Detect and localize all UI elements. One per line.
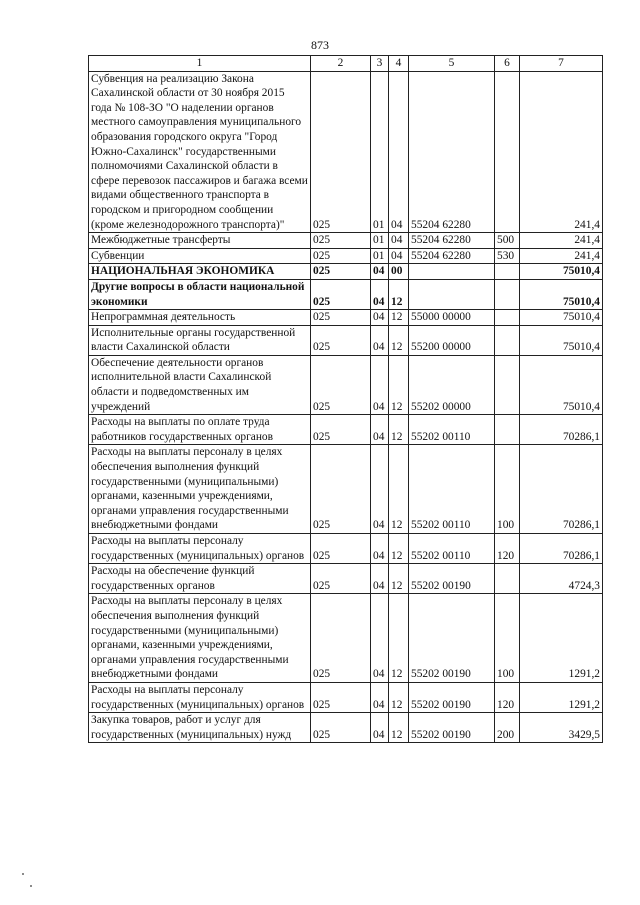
page-number: 873	[311, 38, 329, 52]
cell-section: 01	[371, 71, 389, 233]
column-header: 4	[389, 56, 409, 72]
cell-ministry-code: 025	[311, 310, 371, 326]
cell-description: Субвенции	[89, 248, 311, 264]
cell-amount: 75010,4	[520, 310, 603, 326]
column-header: 6	[495, 56, 520, 72]
cell-target-article: 55202 00190	[409, 682, 495, 712]
cell-subsection: 12	[389, 534, 409, 564]
cell-expense-type	[495, 415, 520, 445]
cell-target-article	[409, 279, 495, 309]
cell-section: 04	[371, 310, 389, 326]
cell-ministry-code: 025	[311, 355, 371, 414]
cell-subsection: 04	[389, 71, 409, 233]
cell-subsection: 04	[389, 233, 409, 249]
cell-section: 04	[371, 682, 389, 712]
cell-description: Расходы на выплаты персоналу в целях обеспечения выполнения функций государственными (муниципальными) органами, казенными учреждениями, органами управления государственными внебюджетными фондами	[89, 594, 311, 683]
cell-section: 04	[371, 713, 389, 743]
table-row	[89, 248, 603, 264]
table-row	[89, 279, 603, 309]
cell-subsection: 12	[389, 594, 409, 683]
cell-expense-type: 200	[495, 713, 520, 743]
cell-target-article: 55202 00190	[409, 564, 495, 594]
cell-description: Расходы на выплаты персоналу государственных (муниципальных) органов	[89, 682, 311, 712]
cell-target-article: 55202 00190	[409, 713, 495, 743]
cell-subsection: 12	[389, 713, 409, 743]
cell-description: Непрограммная деятельность	[89, 310, 311, 326]
cell-ministry-code: 025	[311, 325, 371, 355]
cell-amount: 70286,1	[520, 445, 603, 534]
cell-expense-type: 100	[495, 594, 520, 683]
header-row	[89, 56, 603, 72]
cell-amount: 241,4	[520, 71, 603, 233]
table-row	[89, 355, 603, 414]
cell-description: Субвенция на реализацию Закона Сахалинской области от 30 ноября 2015 года № 108-ЗО "О наделении органов местного самоуправления муниципального образования городского округа "Город Южно-Сахалинск" государственными полномочиями Сахалинской области в сфере перевозок пассажиров и багажа всеми видами общественного транспорта в городском и пригородном сообщении (кроме железнодорожного транспорта)"	[89, 71, 311, 233]
cell-section: 04	[371, 279, 389, 309]
cell-ministry-code: 025	[311, 534, 371, 564]
table-row	[89, 713, 603, 743]
cell-description: Закупка товаров, работ и услуг для государственных (муниципальных) нужд	[89, 713, 311, 743]
cell-ministry-code: 025	[311, 713, 371, 743]
cell-ministry-code: 025	[311, 445, 371, 534]
cell-expense-type: 500	[495, 233, 520, 249]
cell-ministry-code: 025	[311, 564, 371, 594]
cell-subsection: 12	[389, 310, 409, 326]
scan-speck	[30, 885, 32, 887]
cell-section: 04	[371, 355, 389, 414]
column-header: 7	[520, 56, 603, 72]
cell-section: 04	[371, 564, 389, 594]
cell-description: Обеспечение деятельности органов исполнительной власти Сахалинской области и подведомственных им учреждений	[89, 355, 311, 414]
column-header: 3	[371, 56, 389, 72]
column-header: 1	[89, 56, 311, 72]
cell-target-article: 55000 00000	[409, 310, 495, 326]
cell-target-article: 55202 00000	[409, 355, 495, 414]
budget-table	[88, 55, 603, 743]
table-row	[89, 445, 603, 534]
cell-subsection: 04	[389, 248, 409, 264]
cell-subsection: 12	[389, 415, 409, 445]
table-row	[89, 325, 603, 355]
cell-amount: 241,4	[520, 248, 603, 264]
table-row	[89, 310, 603, 326]
cell-target-article: 55204 62280	[409, 71, 495, 233]
column-header: 2	[311, 56, 371, 72]
cell-amount: 1291,2	[520, 682, 603, 712]
cell-description: Расходы на выплаты персоналу в целях обеспечения выполнения функций государственными (муниципальными) органами, казенными учреждениями, органами управления государственными внебюджетными фондами	[89, 445, 311, 534]
cell-ministry-code: 025	[311, 71, 371, 233]
cell-section: 04	[371, 264, 389, 280]
table-row	[89, 415, 603, 445]
cell-target-article: 55202 00190	[409, 594, 495, 683]
cell-subsection: 12	[389, 325, 409, 355]
cell-section: 01	[371, 248, 389, 264]
cell-amount: 3429,5	[520, 713, 603, 743]
cell-amount: 75010,4	[520, 325, 603, 355]
cell-subsection: 00	[389, 264, 409, 280]
cell-section: 04	[371, 415, 389, 445]
cell-subsection: 12	[389, 682, 409, 712]
cell-expense-type	[495, 264, 520, 280]
table-row	[89, 264, 603, 280]
cell-amount: 70286,1	[520, 415, 603, 445]
cell-amount: 70286,1	[520, 534, 603, 564]
cell-ministry-code: 025	[311, 279, 371, 309]
cell-ministry-code: 025	[311, 594, 371, 683]
cell-target-article: 55202 00110	[409, 445, 495, 534]
cell-amount: 75010,4	[520, 264, 603, 280]
cell-description: Другие вопросы в области национальной экономики	[89, 279, 311, 309]
cell-target-article: 55202 00110	[409, 534, 495, 564]
cell-amount: 4724,3	[520, 564, 603, 594]
cell-expense-type: 530	[495, 248, 520, 264]
cell-description: Расходы на выплаты персоналу государственных (муниципальных) органов	[89, 534, 311, 564]
table-row	[89, 534, 603, 564]
cell-expense-type	[495, 325, 520, 355]
cell-expense-type	[495, 310, 520, 326]
cell-description: Межбюджетные трансферты	[89, 233, 311, 249]
cell-ministry-code: 025	[311, 233, 371, 249]
cell-description: Расходы на выплаты по оплате труда работников государственных органов	[89, 415, 311, 445]
cell-ministry-code: 025	[311, 248, 371, 264]
table-row	[89, 594, 603, 683]
cell-ministry-code: 025	[311, 682, 371, 712]
cell-amount: 75010,4	[520, 355, 603, 414]
cell-amount: 1291,2	[520, 594, 603, 683]
cell-description: Исполнительные органы государственной власти Сахалинской области	[89, 325, 311, 355]
cell-description: НАЦИОНАЛЬНАЯ ЭКОНОМИКА	[89, 264, 311, 280]
cell-target-article: 55202 00110	[409, 415, 495, 445]
table-row	[89, 682, 603, 712]
column-header: 5	[409, 56, 495, 72]
cell-expense-type	[495, 355, 520, 414]
cell-subsection: 12	[389, 279, 409, 309]
cell-target-article	[409, 264, 495, 280]
table-row	[89, 233, 603, 249]
cell-amount: 241,4	[520, 233, 603, 249]
cell-ministry-code: 025	[311, 264, 371, 280]
cell-section: 04	[371, 594, 389, 683]
cell-expense-type	[495, 564, 520, 594]
cell-expense-type	[495, 279, 520, 309]
cell-target-article: 55200 00000	[409, 325, 495, 355]
cell-subsection: 12	[389, 355, 409, 414]
cell-target-article: 55204 62280	[409, 248, 495, 264]
cell-expense-type: 100	[495, 445, 520, 534]
table-row	[89, 564, 603, 594]
cell-section: 04	[371, 325, 389, 355]
cell-subsection: 12	[389, 445, 409, 534]
cell-target-article: 55204 62280	[409, 233, 495, 249]
cell-expense-type: 120	[495, 534, 520, 564]
cell-ministry-code: 025	[311, 415, 371, 445]
cell-expense-type: 120	[495, 682, 520, 712]
cell-expense-type	[495, 71, 520, 233]
cell-subsection: 12	[389, 564, 409, 594]
scan-speck	[22, 873, 24, 875]
table-row	[89, 71, 603, 233]
cell-amount: 75010,4	[520, 279, 603, 309]
cell-description: Расходы на обеспечение функций государственных органов	[89, 564, 311, 594]
cell-section: 04	[371, 534, 389, 564]
cell-section: 04	[371, 445, 389, 534]
cell-section: 01	[371, 233, 389, 249]
